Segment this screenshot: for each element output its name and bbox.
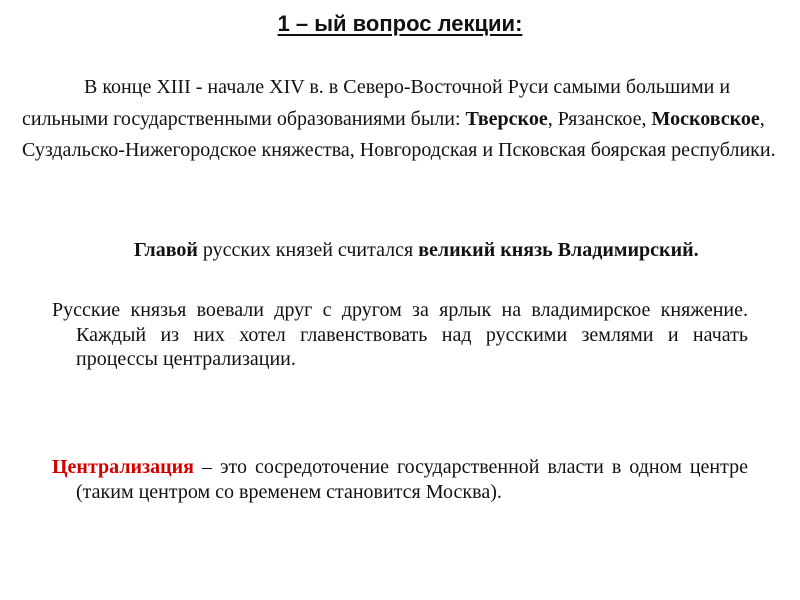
- moscow-principality: Московское: [651, 107, 760, 130]
- principalities-paragraph: [22, 72, 782, 167]
- paragraph-text: , Рязанское,: [547, 107, 652, 130]
- grand-prince-term: великий князь Владимирский.: [418, 239, 699, 261]
- paragraph-indent: [22, 76, 84, 98]
- tver-principality: Тверское: [465, 107, 548, 130]
- paragraph-text: , Суздальско-Нижегородское княжества, Новгородская и Псковская боярская республики.: [22, 107, 776, 161]
- centralization-term: Централизация: [52, 456, 194, 478]
- yarlyk-paragraph: Русские князья воевали друг с другом за ярлык на владимирское княжение. Каждый из них хотел главенствовать над русскими землями и начать процессы централизации.: [52, 299, 748, 370]
- paragraph-text: русских князей считался: [197, 239, 419, 261]
- paragraph-text: В конце XIII - начале XIV в. в Северо-Восточной Руси самыми большими и сильными государственными образованиями были:: [22, 76, 731, 130]
- lecture-question-title: 1 – ый вопрос лекции:: [277, 11, 523, 36]
- centralization-paragraph: [52, 455, 748, 504]
- grand-prince-paragraph: [78, 238, 748, 263]
- centralization-definition: – это сосредоточение государственной власти в одном центре (таким центром со временем становится Москва).: [76, 456, 748, 503]
- head-term: Главой: [134, 239, 198, 261]
